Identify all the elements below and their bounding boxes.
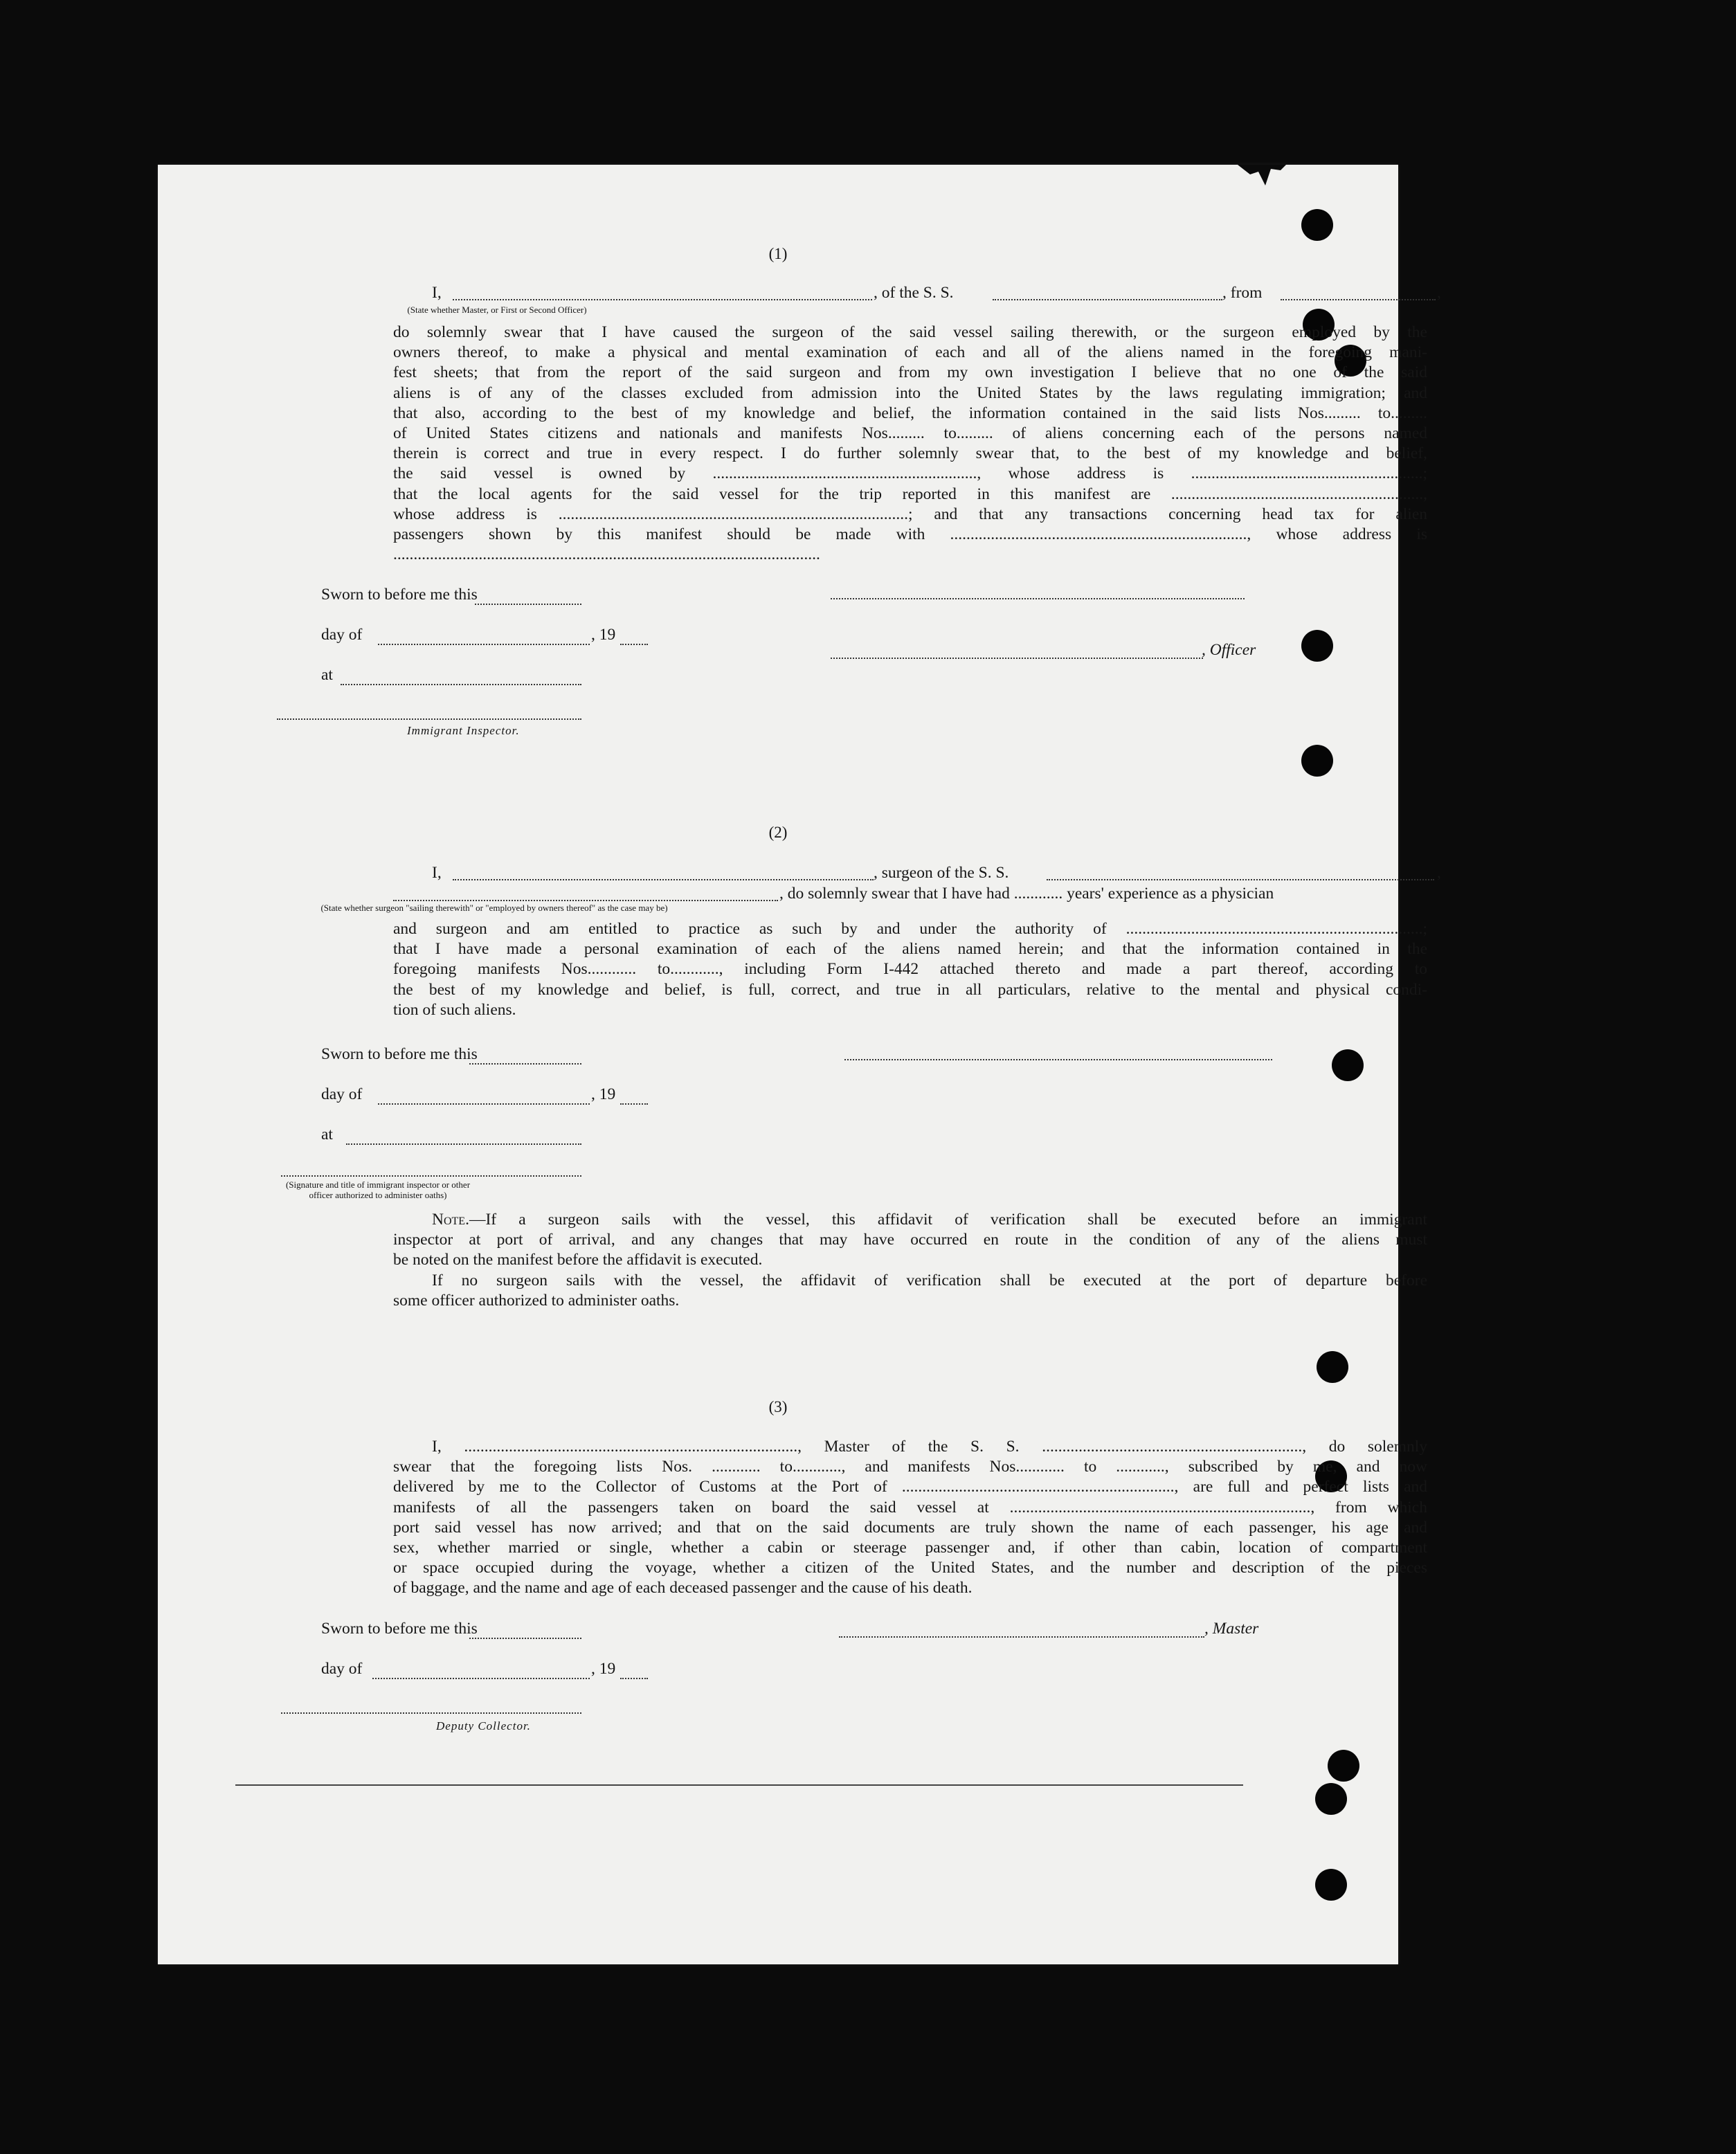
year-label: , 19	[591, 626, 616, 644]
day-of-label: day of	[321, 1660, 363, 1678]
pronoun-label: I,	[432, 284, 442, 302]
note-line: If no surgeon sails with the vessel, the affidavit of verification shall be executed at the port of departure before	[432, 1271, 1427, 1289]
punch-hole	[1317, 1351, 1348, 1383]
sworn-date-field	[469, 1063, 581, 1065]
punch-hole	[1315, 1783, 1347, 1815]
at-label: at	[321, 666, 333, 684]
year-field	[620, 1678, 648, 1679]
inspector-caption: Immigrant Inspector.	[407, 724, 520, 737]
note-line: be noted on the manifest before the affidavit is executed.	[393, 1251, 763, 1269]
punch-hole	[1301, 745, 1333, 777]
section-number: (3)	[768, 1398, 788, 1415]
text-line: owners thereof, to make a physical and mental examination of each and all of the aliens named in the foregoing mani-	[393, 343, 1427, 362]
surgeon-signature-field	[844, 1059, 1272, 1060]
punch-hole	[1315, 1869, 1347, 1901]
note-label: Note.	[432, 1211, 469, 1229]
day-field	[378, 644, 590, 645]
officer-signature-field	[831, 598, 1245, 599]
from-port-field	[1281, 299, 1436, 300]
vessel-name-field	[993, 299, 1222, 300]
vessel-name-field	[1047, 879, 1434, 880]
surgeon-name-field	[453, 879, 874, 880]
text-line: fest sheets; that from the report of the said surgeon and from my own investigation I believe that no one of the said	[393, 363, 1427, 382]
year-label: , 19	[591, 1085, 616, 1103]
sworn-date-field	[469, 1638, 581, 1639]
place-field	[346, 1143, 581, 1145]
text-line: and surgeon and am entitled to practice as such by and under the authority of .........................................................................;	[393, 920, 1427, 938]
note-line: Note.—If a surgeon sails with the vessel, this affidavit of verification shall be executed before an immigrant	[432, 1211, 1427, 1229]
collector-signature-field	[281, 1712, 581, 1714]
text-line: of United States citizens and nationals and manifests Nos......... to......... of aliens concerning each of the persons named	[393, 424, 1427, 443]
punch-hole	[1301, 209, 1333, 241]
manifest-affidavit-page	[158, 165, 1441, 1964]
master-signature-field	[839, 1636, 1204, 1638]
pronoun-label: I,	[432, 864, 442, 882]
text-line: do solemnly swear that I have caused the surgeon of the said vessel sailing therewith, or the surgeon employed by the	[393, 323, 1427, 341]
comma: ,	[1437, 284, 1441, 302]
year-field	[620, 1103, 648, 1105]
section3-body	[393, 1437, 1427, 1599]
experience-text: , do solemnly swear that I have had ............ years' experience as a physician	[779, 885, 1274, 903]
comma: ,	[1437, 864, 1441, 882]
year-field	[620, 644, 648, 645]
text-line: swear that the foregoing lists Nos. ............ to............, and manifests Nos............ to ............, subscribed by me, and now	[393, 1458, 1427, 1476]
from-label: , from	[1222, 284, 1263, 302]
section-number: (2)	[768, 824, 788, 841]
surgeon-label: , surgeon of the S. S.	[874, 864, 1009, 882]
place-field	[341, 684, 581, 685]
at-line	[235, 666, 333, 685]
inspector-signature-field	[277, 718, 581, 720]
note-line: some officer authorized to administer oaths.	[393, 1291, 680, 1310]
officer-name-field	[831, 658, 1203, 659]
master-caption: , Master	[1204, 1620, 1259, 1638]
text-line: sex, whether married or single, whether a cabin or steerage passenger and, if other than cabin, location of compartment	[393, 1539, 1427, 1557]
day-of-line	[235, 1660, 362, 1678]
note-line: inspector at port of arrival, and any changes that may have occurred en route in the condition of any of the aliens must	[393, 1231, 1427, 1249]
officer-name-field	[453, 299, 872, 300]
bottom-rule	[235, 1784, 1243, 1786]
text-line: whose address is ......................................................................................; and that any transactions concerning head tax for alien	[393, 505, 1427, 523]
at-line	[235, 1125, 333, 1144]
text-line: therein is correct and true in every respect. I do further solemnly swear that, to the best of my knowledge and belief,	[393, 444, 1427, 463]
text-line: the best of my knowledge and belief, is full, correct, and true in all particulars, relative to the mental and physical condi-	[393, 980, 1427, 999]
section-number: (1)	[768, 245, 788, 262]
signature-note: (Signature and title of immigrant inspector or other officer authorized to administer oaths)	[285, 1179, 471, 1200]
day-field	[378, 1103, 590, 1105]
section2-note	[393, 1210, 1427, 1311]
text-line: that the local agents for the said vessel for the trip reported in this manifest are ..............................................................,	[393, 485, 1427, 503]
text-line: foregoing manifests Nos............ to............, including Form I-442 attached thereto and made a part thereof, according to	[393, 960, 1427, 979]
sworn-line	[255, 586, 478, 604]
year-label: , 19	[591, 1660, 616, 1678]
sworn-line	[255, 1045, 478, 1064]
day-of-label: day of	[321, 1085, 363, 1103]
collector-caption: Deputy Collector.	[436, 1719, 531, 1732]
sworn-line	[255, 1620, 478, 1638]
text-line: aliens is of any of the classes excluded from admission into the United States by the laws regulating immigration; and	[393, 383, 1427, 402]
at-label: at	[321, 1125, 333, 1143]
officer-rank-note: (State whether Master, or First or Second Officer)	[407, 305, 587, 315]
section2-body	[393, 919, 1427, 1020]
text-line: or space occupied during the voyage, whether a citizen of the United States, and the number and description of the pieces	[393, 1559, 1427, 1577]
surgeon-status-field	[393, 900, 778, 901]
text-line: the said vessel is owned by ................................................................., whose address is .........................................................;	[393, 464, 1427, 483]
text-line: I, .................................................................................., Master of the S. S. ................................................................, do solemnly	[432, 1438, 1427, 1456]
officer-caption: , Officer	[1202, 641, 1256, 659]
text-line: port said vessel has now arrived; and that on the said documents are truly shown the name of each passenger, his age and	[393, 1518, 1427, 1537]
of-ss-label: , of the S. S.	[874, 284, 954, 302]
inspector-signature-field	[281, 1175, 581, 1177]
text-line: manifests of all the passengers taken on board the said vessel at .........................................................................., from which	[393, 1498, 1427, 1517]
text-line: passengers shown by this manifest should be made with ........................................................................., whose address is	[393, 525, 1427, 544]
section1-body	[393, 323, 1427, 565]
punch-hole	[1328, 1750, 1359, 1782]
text-line: .........................................................................................................	[393, 545, 820, 564]
day-of-line	[235, 1085, 362, 1104]
punch-hole	[1301, 630, 1333, 662]
torn-corner-mark	[1238, 165, 1286, 188]
sworn-date-field	[475, 604, 581, 605]
surgeon-status-note: (State whether surgeon "sailing therewith" or "employed by owners thereof" as the case may be)	[320, 903, 668, 913]
text-line: that also, according to the best of my knowledge and belief, the information contained in the said lists Nos......... to.........	[393, 404, 1427, 422]
text-line: that I have made a personal examination of each of the aliens named herein; and that the information contained in the	[393, 940, 1427, 959]
sworn-label: Sworn to before me this	[321, 1620, 478, 1638]
day-of-label: day of	[321, 626, 363, 644]
text-line: tion of such aliens.	[393, 1000, 516, 1019]
sworn-label: Sworn to before me this	[321, 1045, 478, 1063]
day-field	[372, 1678, 590, 1679]
day-of-line	[235, 626, 362, 644]
punch-hole	[1332, 1049, 1364, 1081]
text-line: delivered by me to the Collector of Customs at the Port of ..................................................................., are full and perfect lists and	[393, 1478, 1427, 1496]
sworn-label: Sworn to before me this	[321, 586, 478, 604]
text-line: of baggage, and the name and age of each deceased passenger and the cause of his death.	[393, 1579, 973, 1598]
